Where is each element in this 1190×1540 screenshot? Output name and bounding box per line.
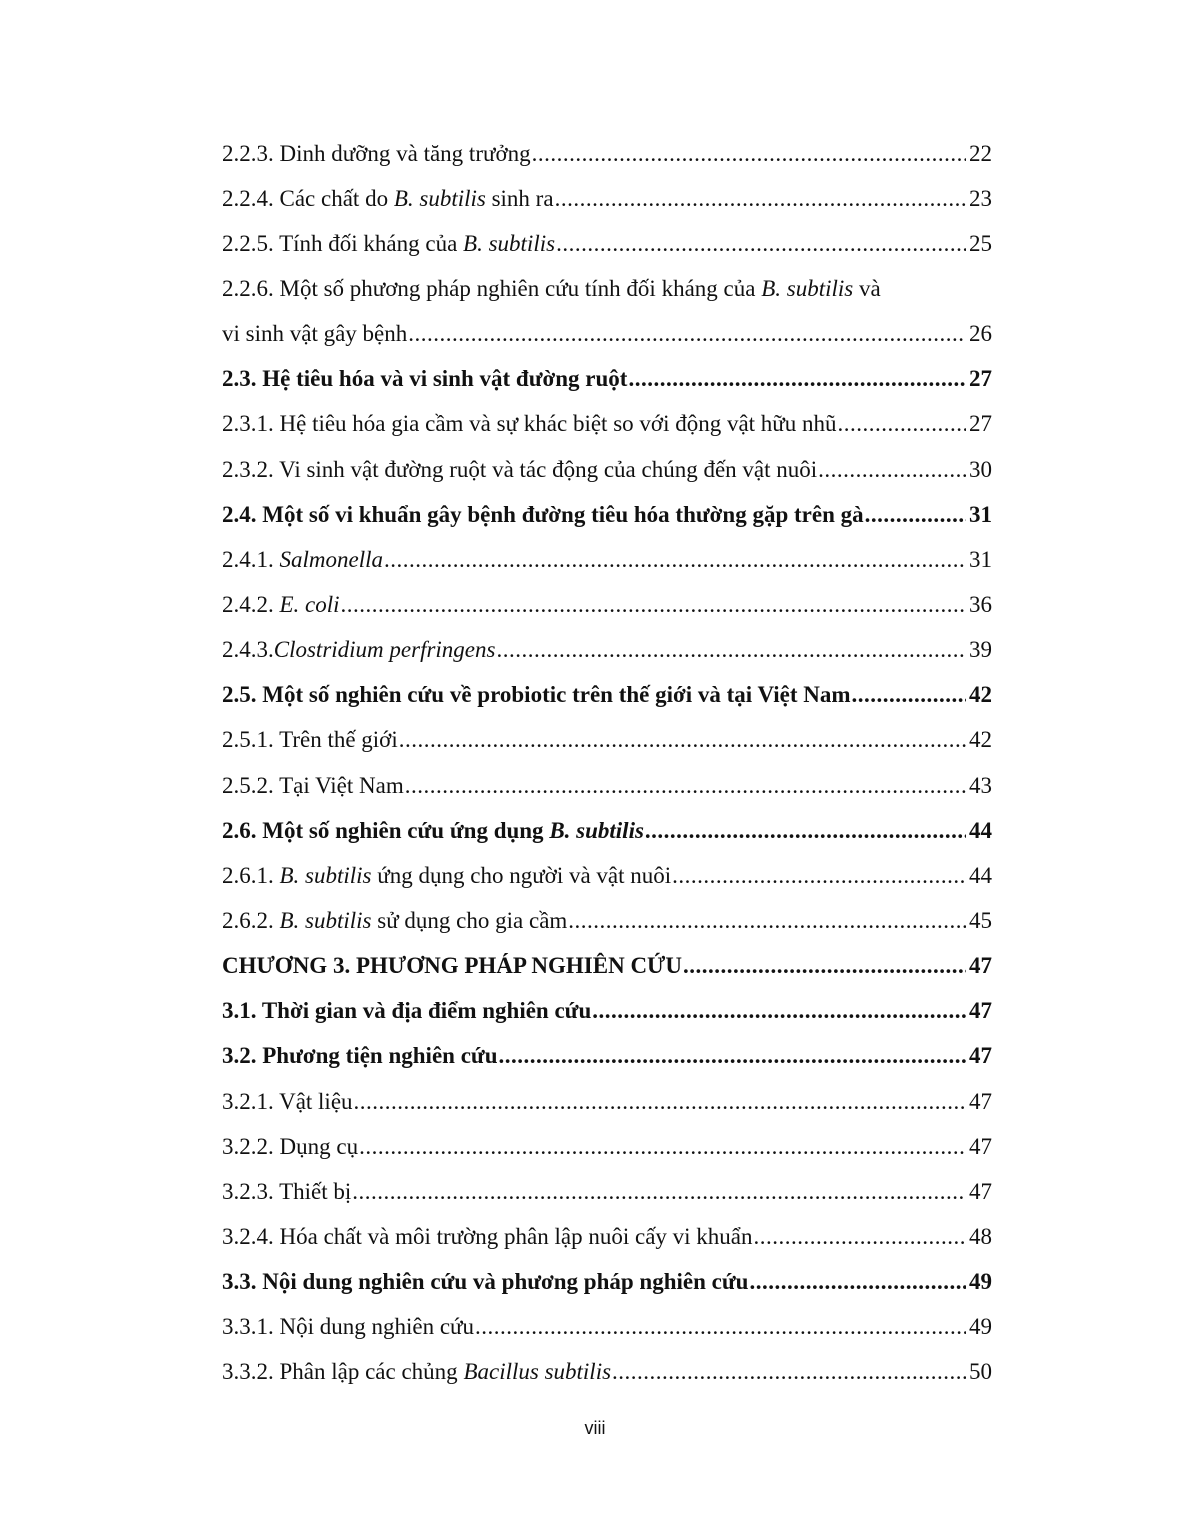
toc-entry-title: 3.3. Nội dung nghiên cứu và phương pháp nghiên cứu: [222, 1269, 749, 1295]
toc-entry[interactable]: [222, 898, 992, 943]
toc-entry[interactable]: [222, 492, 992, 537]
toc-entry-title: 2.2.5. Tính đối kháng của B. subtilis: [222, 230, 556, 256]
toc-dot-leader: [408, 321, 966, 347]
toc-entry-page: 48: [969, 1223, 992, 1249]
toc-entry-page: 44: [969, 862, 992, 888]
toc-entry-page: 44: [969, 817, 992, 843]
toc-dot-leader: [838, 411, 966, 437]
toc-entry[interactable]: [222, 1124, 992, 1169]
toc-entry-page: 50: [969, 1359, 992, 1385]
toc-dot-leader: [399, 727, 966, 753]
toc-entry-title: 3.2.2. Dụng cụ: [222, 1133, 359, 1159]
toc-entry-title: 2.5. Một số nghiên cứu về probiotic trên thế giới và tại Việt Nam: [222, 682, 851, 708]
toc-dot-leader: [341, 592, 966, 618]
toc-entry-page: 27: [969, 366, 992, 392]
toc-dot-leader: [612, 1359, 966, 1385]
toc-entry-page: 47: [969, 1088, 992, 1114]
toc-entry[interactable]: [222, 989, 992, 1034]
toc-dot-leader: [568, 908, 966, 934]
toc-dot-leader: [354, 1089, 966, 1115]
toc-entry-title: 2.4.1. Salmonella: [222, 546, 383, 572]
toc-entry[interactable]: [222, 1260, 992, 1305]
toc-entry-title: 2.2.4. Các chất do B. subtilis sinh ra: [222, 185, 554, 211]
toc-entry-page: 30: [969, 456, 992, 482]
toc-entry-page: 43: [969, 772, 992, 798]
toc-dot-leader: [555, 186, 966, 212]
toc-entry-page: 47: [969, 1043, 992, 1069]
toc-entry[interactable]: [222, 357, 992, 402]
toc-entry[interactable]: [222, 266, 992, 311]
toc-entry-page: 39: [969, 637, 992, 663]
toc-entry-page: 49: [969, 1314, 992, 1340]
toc-entry-title: 3.2.4. Hóa chất và môi trường phân lập nuôi cấy vi khuẩn: [222, 1223, 753, 1249]
toc-entry[interactable]: [222, 1079, 992, 1124]
toc-entry[interactable]: [222, 1034, 992, 1079]
toc-dot-leader: [645, 818, 966, 844]
toc-entry-title: 2.6.1. B. subtilis ứng dụng cho người và vật nuôi: [222, 862, 672, 888]
toc-entry[interactable]: [222, 853, 992, 898]
toc-entry[interactable]: [222, 131, 992, 176]
toc-entry-page: 31: [969, 546, 992, 572]
toc-dot-leader: [628, 366, 966, 392]
toc-entry-page: 42: [969, 727, 992, 753]
toc-dot-leader: [818, 457, 966, 483]
toc-entry-title: 2.4.3.Clostridium perfringens: [222, 637, 496, 663]
toc-entry-title: 3.3.1. Nội dung nghiên cứu: [222, 1314, 475, 1340]
toc-entry-title: 2.6.2. B. subtilis sử dụng cho gia cầm: [222, 907, 568, 933]
toc-entry-title: 2.4. Một số vi khuẩn gây bệnh đường tiêu hóa thường gặp trên gà: [222, 501, 864, 527]
toc-entry-page: 25: [969, 230, 992, 256]
toc-entry-page: 47: [969, 953, 992, 979]
toc-entry-title: 3.2.1. Vật liệu: [222, 1088, 353, 1114]
toc-entry-title: 2.6. Một số nghiên cứu ứng dụng B. subtilis: [222, 817, 644, 843]
toc-entry-title: 2.5.2. Tại Việt Nam: [222, 772, 404, 798]
toc-entry-page: 23: [969, 185, 992, 211]
toc-entry-page: 26: [969, 321, 992, 347]
toc-entry[interactable]: [222, 1305, 992, 1350]
page-number: viii: [584, 1418, 606, 1438]
toc-entry-title: 2.3.2. Vi sinh vật đường ruột và tác động của chúng đến vật nuôi: [222, 456, 818, 482]
toc-entry-title: 3.3.2. Phân lập các chủng Bacillus subtilis: [222, 1359, 612, 1385]
toc-entry[interactable]: [222, 944, 992, 989]
toc-entry-title: 3.2. Phương tiện nghiên cứu: [222, 1043, 498, 1069]
toc-entry-page: 27: [969, 411, 992, 437]
toc-dot-leader: [683, 953, 966, 979]
toc-entry[interactable]: [222, 447, 992, 492]
toc-entry[interactable]: [222, 808, 992, 853]
toc-entry-title: 2.3. Hệ tiêu hóa và vi sinh vật đường ruột: [222, 366, 628, 392]
toc-entry-title: 2.3.1. Hệ tiêu hóa gia cầm và sự khác biệt so với động vật hữu nhũ: [222, 411, 837, 437]
toc-entry-page: 47: [969, 998, 992, 1024]
toc-dot-leader: [352, 1179, 966, 1205]
toc-entry-page: 22: [969, 140, 992, 166]
toc-entry[interactable]: [222, 312, 992, 357]
toc-dot-leader: [749, 1269, 966, 1295]
toc-entry-title: 3.2.3. Thiết bị: [222, 1178, 352, 1204]
toc-dot-leader: [475, 1314, 966, 1340]
toc-entry-page: 42: [969, 682, 992, 708]
toc-entry[interactable]: [222, 176, 992, 221]
table-of-contents: [222, 131, 992, 1395]
toc-entry[interactable]: [222, 537, 992, 582]
toc-entry[interactable]: [222, 582, 992, 627]
toc-entry-page: 31: [969, 501, 992, 527]
toc-dot-leader: [405, 773, 966, 799]
toc-entry[interactable]: [222, 402, 992, 447]
toc-entry-title: 2.4.2. E. coli: [222, 591, 340, 617]
toc-dot-leader: [359, 1134, 966, 1160]
toc-entry-title: 2.5.1. Trên thế giới: [222, 727, 398, 753]
toc-entry[interactable]: [222, 718, 992, 763]
toc-entry[interactable]: [222, 673, 992, 718]
toc-entry[interactable]: [222, 1169, 992, 1214]
toc-dot-leader: [384, 547, 966, 573]
toc-dot-leader: [532, 141, 966, 167]
toc-entry[interactable]: [222, 1214, 992, 1259]
toc-dot-leader: [592, 998, 966, 1024]
toc-dot-leader: [672, 863, 966, 889]
toc-dot-leader: [499, 1043, 967, 1069]
toc-dot-leader: [865, 502, 966, 528]
toc-entry-title: 3.1. Thời gian và địa điểm nghiên cứu: [222, 998, 592, 1024]
toc-dot-leader: [496, 637, 966, 663]
toc-entry-page: 45: [969, 907, 992, 933]
toc-dot-leader: [754, 1224, 966, 1250]
toc-entry-page: 49: [969, 1269, 992, 1295]
toc-dot-leader: [556, 231, 966, 257]
toc-entry[interactable]: [222, 221, 992, 266]
toc-entry-page: 47: [969, 1178, 992, 1204]
toc-entry[interactable]: [222, 763, 992, 808]
toc-entry[interactable]: [222, 1350, 992, 1395]
toc-entry-title: 2.2.6. Một số phương pháp nghiên cứu tính đối kháng của B. subtilis và: [222, 275, 881, 301]
toc-entry[interactable]: [222, 628, 992, 673]
toc-entry-page: 36: [969, 591, 992, 617]
toc-dot-leader: [852, 682, 966, 708]
toc-entry-title: 2.2.3. Dinh dưỡng và tăng trưởng: [222, 140, 531, 166]
toc-entry-title: vi sinh vật gây bệnh: [222, 321, 408, 347]
toc-entry-page: 47: [969, 1133, 992, 1159]
toc-entry-title: CHƯƠNG 3. PHƯƠNG PHÁP NGHIÊN CỨU: [222, 953, 682, 979]
